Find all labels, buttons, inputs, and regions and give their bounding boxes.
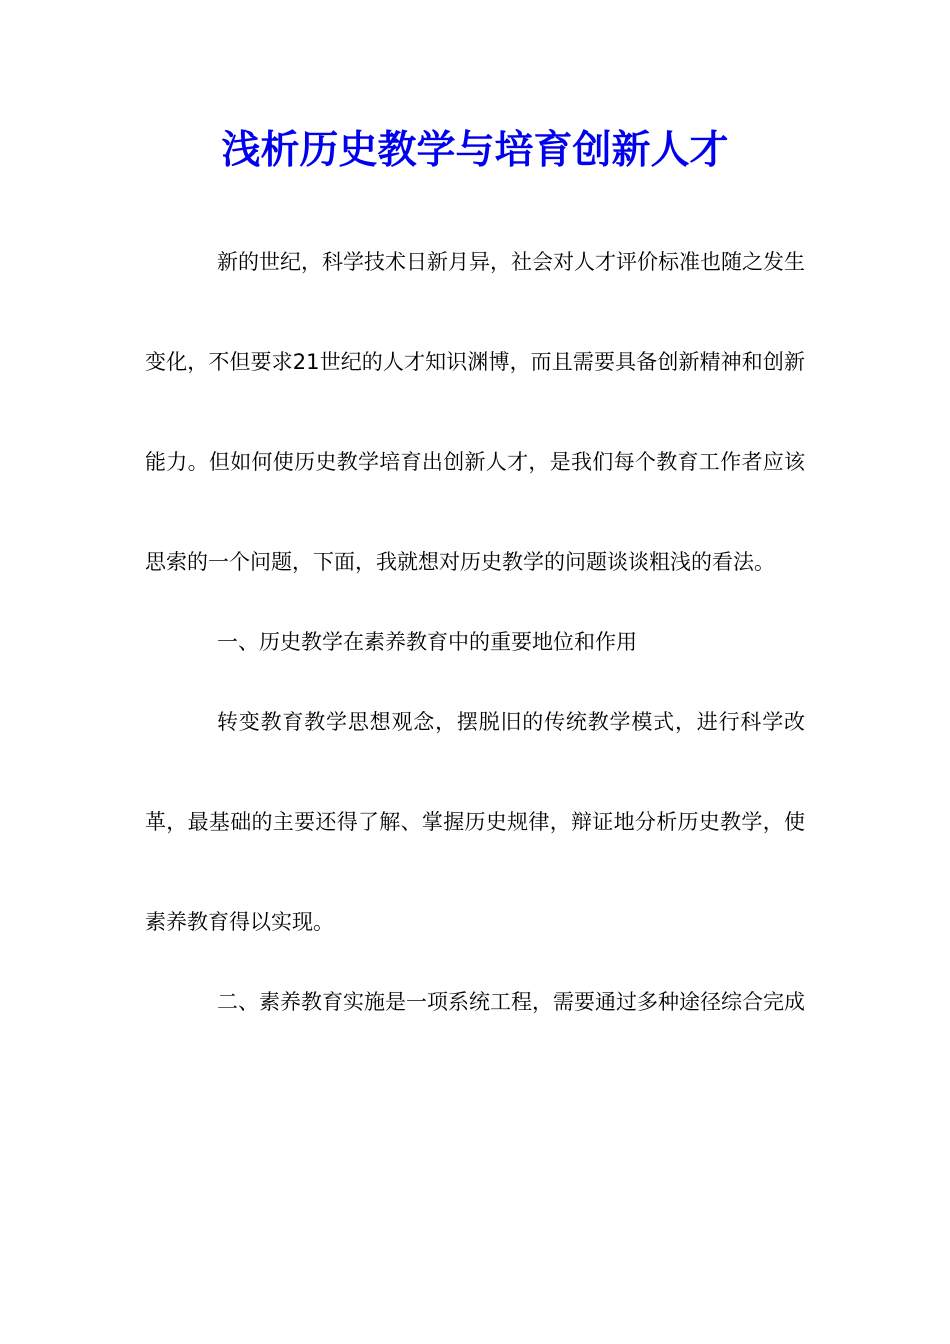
document-title: 浅析历史教学与培育创新人才 [221,127,729,173]
paragraph-section-1: 转变教育教学思想观念，摆脱旧的传统教学模式，进行科学改革，最基础的主要还得了解、掌握历史规律，辩证地分析历史教学，使素养教育得以实现。 [145,710,805,934]
document-body [145,212,805,1052]
paragraph-intro: 新的世纪，科学技术日新月异，社会对人才评价标准也随之发生变化，不但要求21世纪的人才知识渊博，而且需要具备创新精神和创新能力。但如何使历史教学培育出创新人才，是我们每个教育工作者应该思索的一个问题，下面，我就想对历史教学的问题谈谈粗浅的看法。 [145,250,805,574]
section-heading-1: 一、历史教学在素养教育中的重要地位和作用 [217,630,637,654]
section-heading-2: 二、素养教育实施是一项系统工程，需要通过多种途径综合完成 [217,990,805,1014]
